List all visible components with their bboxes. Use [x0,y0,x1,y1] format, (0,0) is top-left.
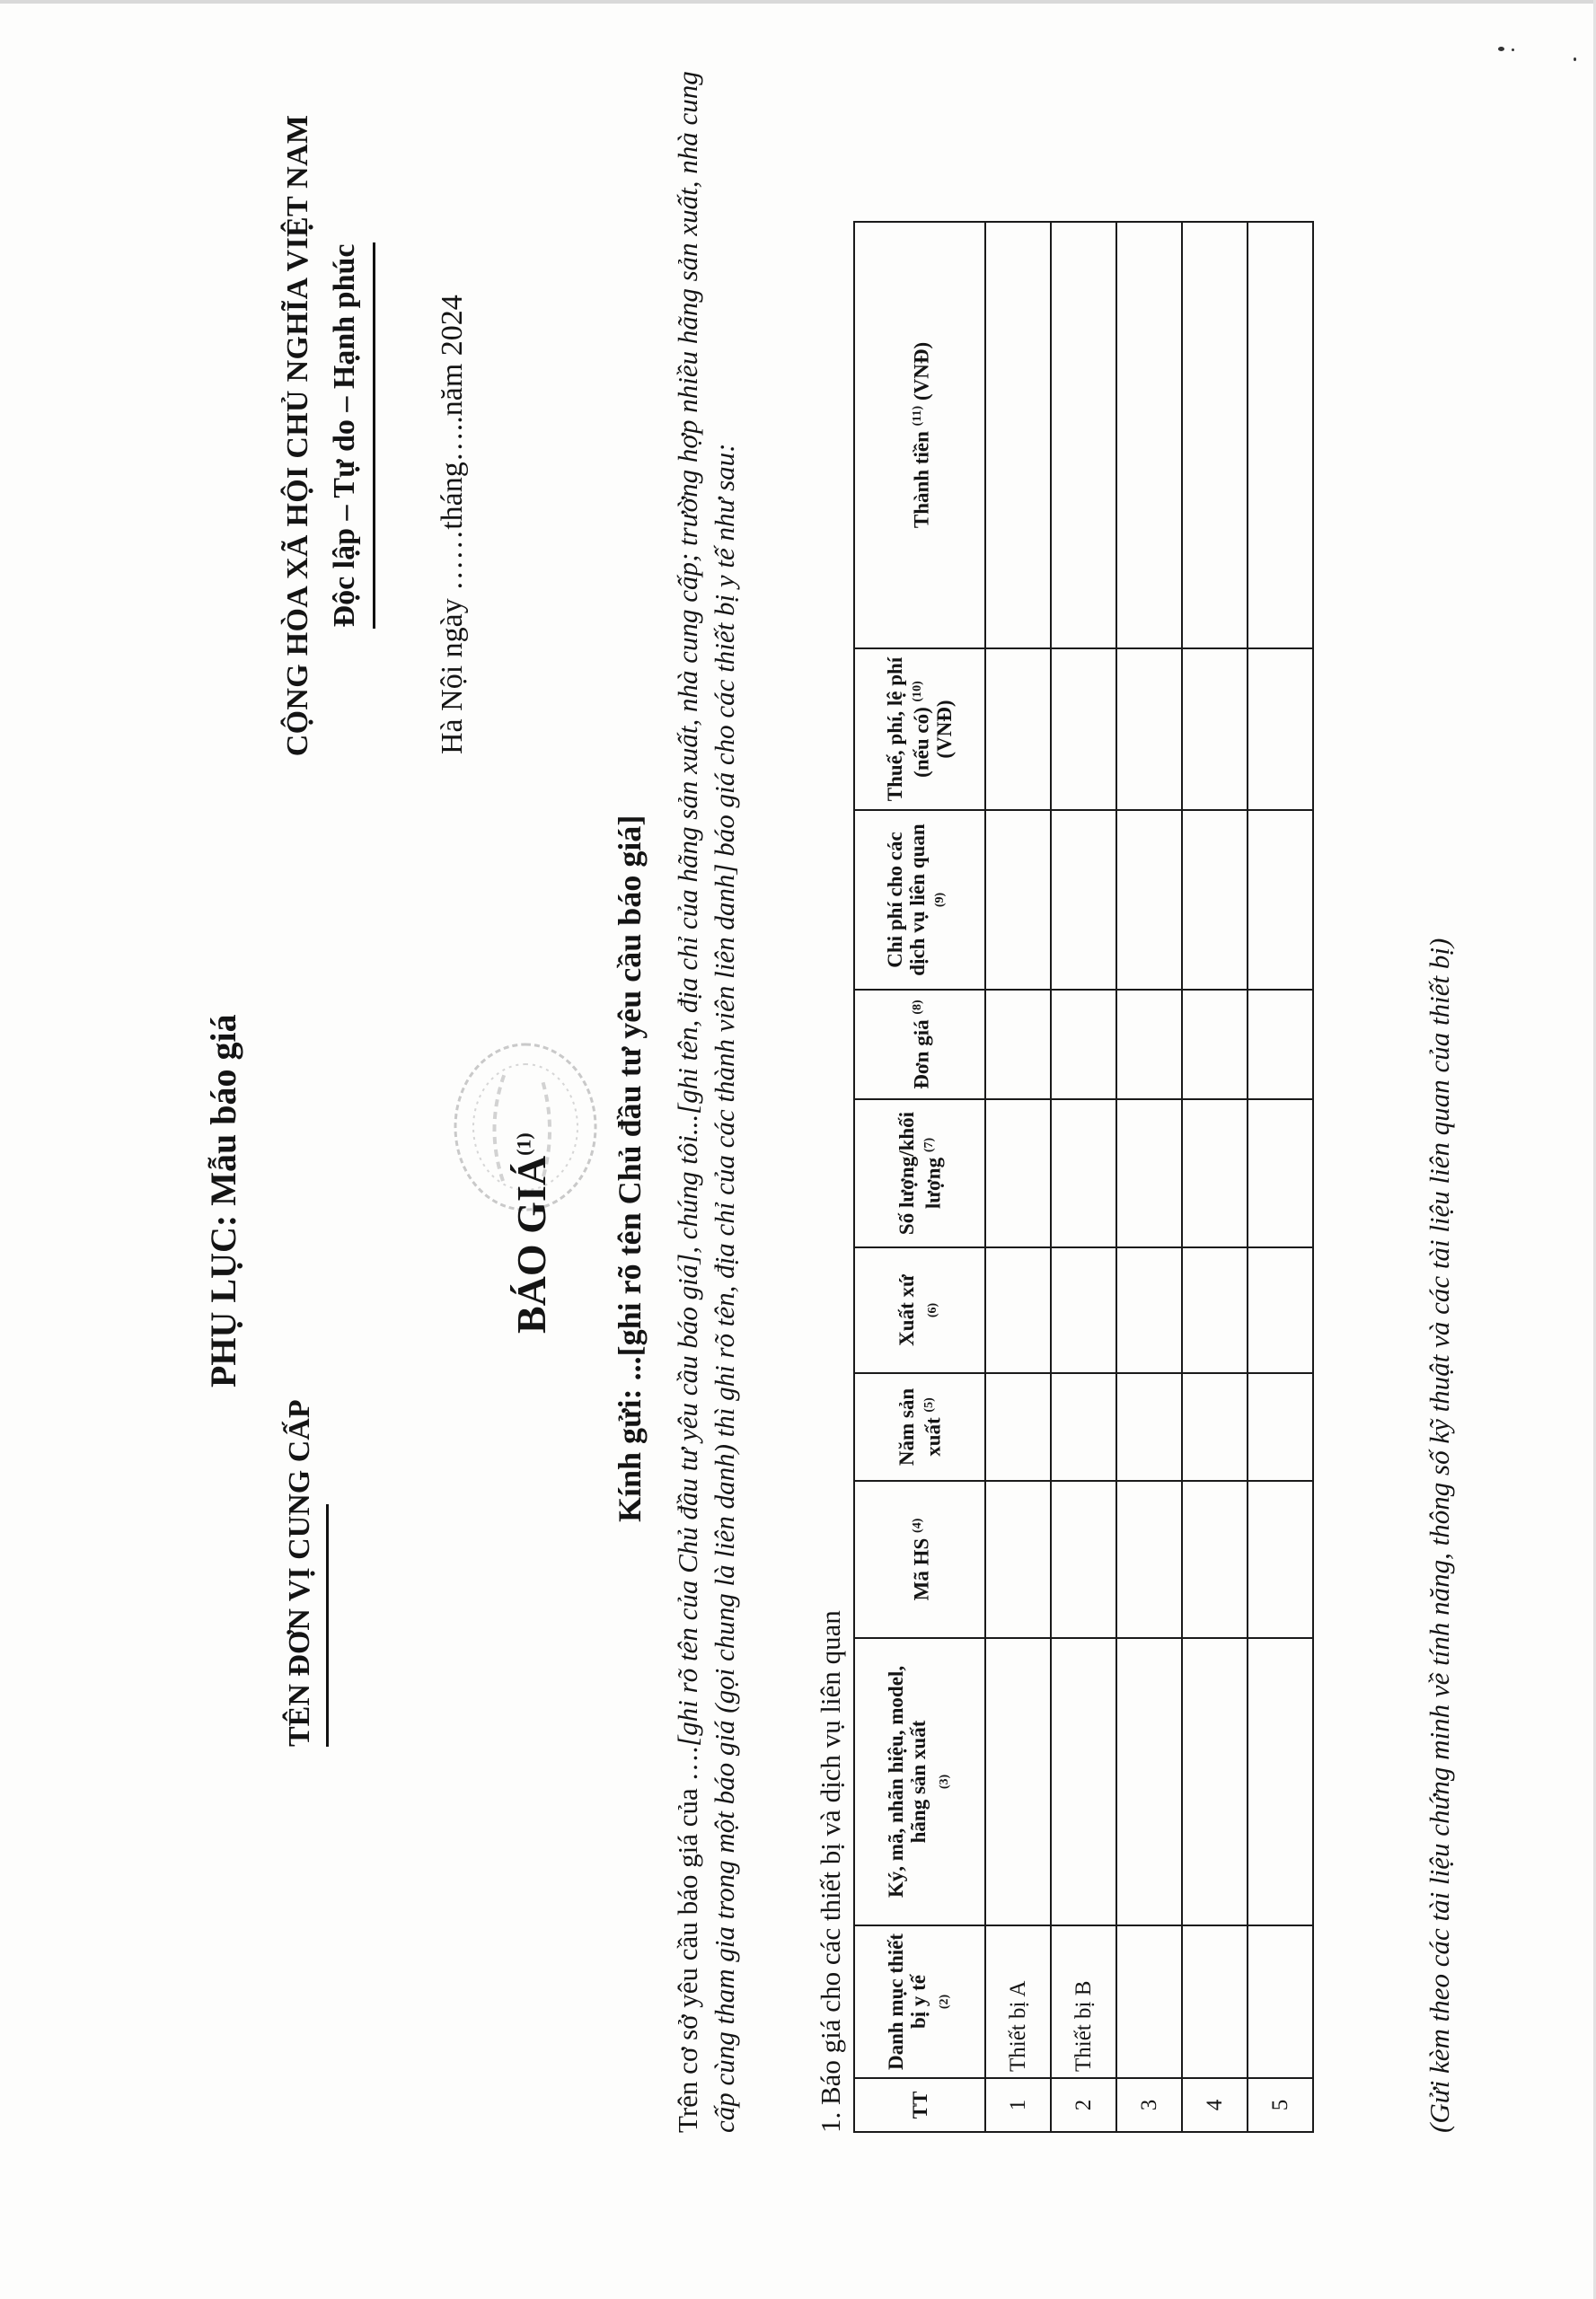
table-cell [1051,1099,1116,1247]
table-cell [1248,1481,1313,1638]
table-cell [1248,990,1313,1099]
table-cell [1248,222,1313,648]
rotated-document-page [67,22,1522,2250]
table-cell [985,648,1051,810]
scan-edge-top [0,0,1596,4]
table-cell [1182,1373,1248,1481]
table-cell [1116,1247,1182,1373]
table-cell [1116,1099,1182,1247]
header-cell: TT [854,2078,985,2132]
row-item [1182,1925,1248,2078]
table-cell [1182,990,1248,1099]
row-number: 3 [1116,2078,1182,2132]
header-cell: Thành tiền $^{(11)}$ (VNĐ) [854,222,985,648]
table-cell [1182,1247,1248,1373]
table-row [985,222,1051,2132]
table-cell [1051,990,1116,1099]
table-cell [985,1373,1051,1481]
row-item: Thiết bị A [985,1925,1051,2078]
header-cell: Mã HS $^{(4)}$ [854,1481,985,1638]
table-cell [1051,1481,1116,1638]
appendix-title [202,1014,244,1387]
table-cell [1116,1638,1182,1925]
section-heading: 1. Báo giá cho các thiết bị và dịch vụ liên quan [815,1610,846,2133]
header-cell: Đơn giá $^{(8)}$ [854,990,985,1099]
supplier-name: TÊN ĐƠN VỊ CUNG CẤP [283,1399,316,1747]
table-row [1116,222,1182,2132]
scan-speck [1574,57,1576,61]
table-row [1182,222,1248,2132]
national-motto [281,112,375,759]
table-cell [1182,1099,1248,1247]
header-cell: Xuất xứ (6) [854,1247,985,1373]
quotation-table [853,221,1314,2133]
supplier-underline [326,1504,329,1747]
row-item [1248,1925,1313,2078]
row-item [1116,1925,1182,2078]
table-cell [1248,810,1313,990]
table-cell [1051,222,1116,648]
appendix-label: PHỤ LỤC [203,1227,243,1387]
table-cell [985,810,1051,990]
header-cell: Ký, mã, nhãn hiệu, model, hãng sản xuất (3) [854,1638,985,1925]
table-cell [1116,990,1182,1099]
table-cell [1051,1247,1116,1373]
intro-lead: Trên cơ sở yêu cầu báo giá của …. [672,1746,703,2133]
appendix-subtitle: : Mẫu báo giá [203,1014,243,1228]
table-cell [1051,810,1116,990]
table-cell [1051,1638,1116,1925]
table-cell [1116,1373,1182,1481]
footer-note: (Gửi kèm theo các tài liệu chứng minh về tính năng, thông số kỹ thuật và các tài liệu liên quan của thiết bị) [1424,938,1455,2133]
table-cell [985,990,1051,1099]
row-number: 4 [1182,2078,1248,2132]
table-cell [1051,648,1116,810]
table-cell [1182,1638,1248,1925]
intro-paragraph [669,40,743,2133]
table-row [1248,222,1313,2132]
motto-underline [373,242,375,629]
table-cell [1116,222,1182,648]
document-title [507,1132,555,1334]
table-cell [1248,1373,1313,1481]
row-number: 2 [1051,2078,1116,2132]
row-number: 1 [985,2078,1051,2132]
table-cell [1248,1099,1313,1247]
table-cell [1182,1481,1248,1638]
motto-country: CỘNG HÒA XÃ HỘI CHỦ NGHĨA VIỆT NAM [281,114,314,757]
date-line: Hà Nội ngày ……tháng…..năm 2024 [436,295,469,754]
table-cell [1248,1638,1313,1925]
table-cell [985,1481,1051,1638]
table-cell [985,1638,1051,1925]
document-title-text: BÁO GIÁ [508,1155,554,1334]
table-cell [1116,1481,1182,1638]
table-cell [985,1247,1051,1373]
header-cell: Thuế, phí, lệ phí (nếu có) $^{(10)}$ (VNĐ) [854,648,985,810]
header-cell: Số lượng/khối lượng $^{(7)}$ [854,1099,985,1247]
recipient-line: Kính gửi: ...[ghi rõ tên Chủ đầu tư yêu cầu báo giá] [612,815,648,1522]
table-cell [985,222,1051,648]
header-cell: Chi phí cho các dịch vụ liên quan $^{(9)}$ [854,810,985,990]
table-header-row [854,222,985,2132]
motto-slogan: Độc lập – Tự do – Hạnh phúc [328,243,361,628]
header-cell: Năm sản xuất $^{(5)}$ [854,1373,985,1481]
row-item: Thiết bị B [1051,1925,1116,2078]
table-row [1051,222,1116,2132]
intro-body: [ghi rõ tên của Chủ đầu tư yêu cầu báo giá], chúng tôi...[ghi tên, địa chỉ của hãng sản xuất, nhà cung cấp; trường hợp nhiều hãng sản xuất, nhà cung cấp cùng tham gia trong một báo giá (gọi chung là liên danh) thì ghi rõ tên, địa chỉ của các thành viên liên danh] báo giá cho các thiết bị y tế như sau: [672,71,740,2133]
table-cell [1051,1373,1116,1481]
header-cell: Danh mục thiết bị y tế (2) [854,1925,985,2078]
table-cell [1116,648,1182,810]
table-cell [985,1099,1051,1247]
table-cell [1116,810,1182,990]
table-cell [1248,1247,1313,1373]
table-cell [1182,648,1248,810]
row-number: 5 [1248,2078,1313,2132]
table-cell [1248,648,1313,810]
table-cell [1182,222,1248,648]
document-title-note: (1) [512,1132,535,1156]
table-cell [1182,810,1248,990]
